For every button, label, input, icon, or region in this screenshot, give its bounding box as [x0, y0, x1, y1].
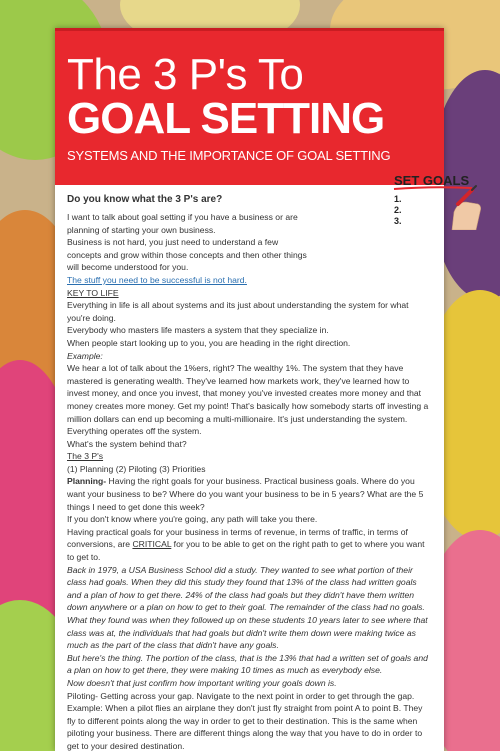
paragraph-masters: Everybody who masters life masters a system that they specialize in.	[67, 325, 329, 336]
planning-text: Having the right goals for your business. Practical business goals. Where do you want your business to be? Where do you want your business to be in 5 years? What are the 5 things I need to get done this week?	[67, 476, 424, 512]
paragraph-three-ps-list: (1) Planning (2) Piloting (3) Priorities	[67, 463, 206, 474]
paragraph-study-followup: What they found was when they followed up on these students 10 years later to see where that class was at, the individuals that had goals but didn't write them down were making twice as much as the part of the class that didn't have any goals.	[67, 615, 428, 651]
underline-stroke	[394, 187, 472, 189]
paragraph-intro: I want to talk about goal setting if you have a business or are planning of starting your own business.	[67, 212, 298, 235]
paragraph-study-1979: Back in 1979, a USA Business School did a study. They wanted to see what portion of their class had goals. When they did this study they found that 13% of the class had written goals and a plan of how to get there. 24% of the class had goals but they didn't have them written down anywhere or a plan on how to get to their goal. The remainder of the class had no goals.	[67, 564, 425, 613]
paragraph-pilot-example: Example: When a pilot flies an airplane they don't just fly straight from point A to point B. They fly to different points along the way in order to get to their destination. This is the same when piloting your business. There are different things along the way that you have to do in order to get to your desired destination.	[67, 703, 423, 751]
critical-word: CRITICAL	[132, 539, 172, 550]
example-label: Example:	[67, 350, 103, 361]
goal-number-3: 3.	[394, 216, 402, 226]
paragraph-systems: Everything in life is all about systems and its just about understanding the system for what you're doing.	[67, 300, 409, 323]
set-goals-illustration	[392, 172, 486, 230]
paragraph-piloting: Piloting- Getting across your gap. Navigate to the next point in order to get through the gap.	[67, 690, 415, 701]
paragraph-one-percent: We hear a lot of talk about the 1%ers, right? The wealthy 1%. The system that they have mastered is generating wealth. They've learned how markets work, they've learned how to invest money, and once you invest, that money you've invested creates more money and that money creates more money. Get my point! That's basically how somebody starts off investing a million dollars can end up becoming a multi-millionaire. It's just understanding the system. Everything operates off the system.	[67, 363, 429, 437]
article-header	[55, 28, 444, 185]
title-line-2: GOAL SETTING	[67, 94, 385, 143]
key-to-life-heading: KEY TO LIFE	[67, 287, 119, 298]
paragraph-study-result: But here's the thing. The portion of the class, that is the 13% that had a written set of goals and a plan on how to get there, they were making 10 times as much as everybody else.	[67, 652, 428, 676]
set-goals-caption: SET GOALS	[394, 173, 470, 188]
three-ps-heading: The 3 P's	[67, 451, 104, 462]
hand-with-marker-icon	[452, 186, 481, 230]
practical-goals-text-b: for you to be able to get on the right path to get to where you want to get to.	[67, 539, 425, 563]
paragraph-business: Business is not hard, you just need to understand a few concepts and grow within those concepts and then other things will become understood for you.	[67, 237, 307, 273]
paragraph-planning	[67, 475, 432, 513]
page-title	[67, 50, 385, 143]
title-line-1: The 3 P's To	[67, 50, 304, 99]
goal-number-1: 1.	[394, 194, 402, 204]
paragraph-any-path: If you don't know where you're going, any path will take you there.	[67, 514, 318, 525]
page-subtitle: SYSTEMS AND THE IMPORTANCE OF GOAL SETTING	[67, 148, 391, 163]
article-body	[55, 185, 444, 751]
section-question: Do you know what the 3 P's are?	[67, 194, 223, 205]
paragraph-study-confirm: Now doesn't that just confirm how important writing your goals down is.	[67, 677, 337, 688]
article-card	[55, 28, 444, 751]
paragraph-system-question: What's the system behind that?	[67, 438, 187, 449]
paragraph-practical-goals	[67, 526, 432, 564]
paragraph-looking-up: When people start looking up to you, you are heading in the right direction.	[67, 337, 351, 348]
practical-goals-text-a: Having practical goals for your business in terms of revenue, in terms of traffic, in terms of conversions, are	[67, 526, 408, 550]
success-link[interactable]: The stuff you need to be successful is not hard.	[67, 274, 247, 285]
planning-label: Planning-	[67, 476, 107, 487]
goal-number-2: 2.	[394, 205, 402, 215]
